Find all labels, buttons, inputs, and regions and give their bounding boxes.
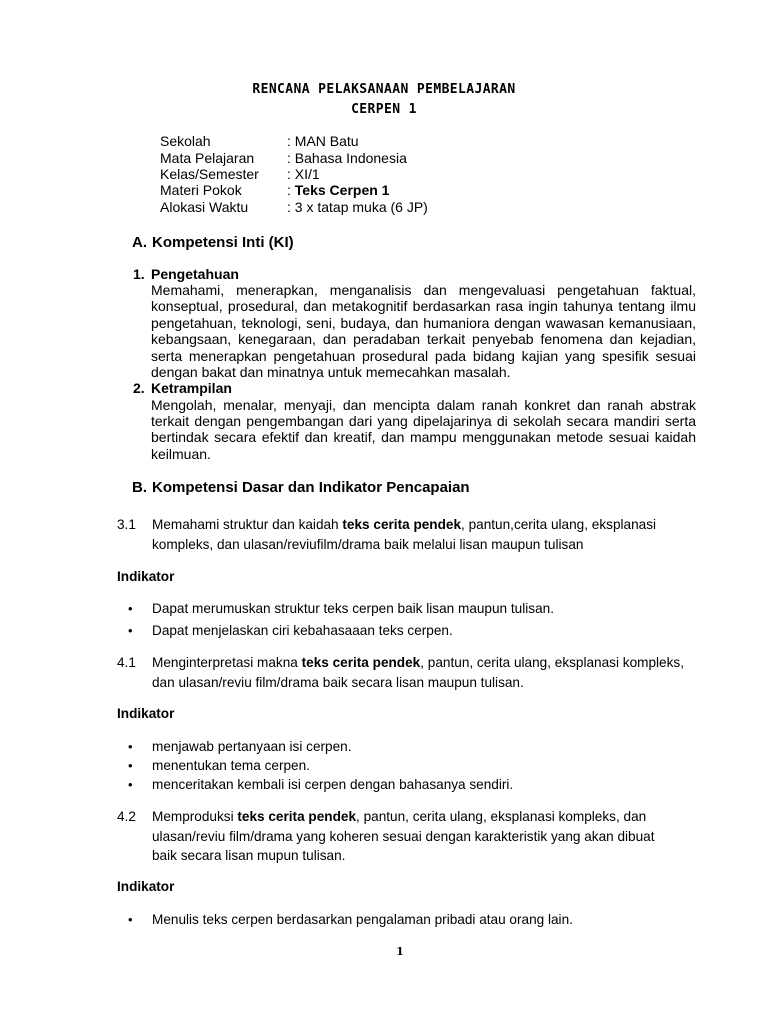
section-a-marker: A. — [132, 234, 147, 251]
indicator-item: Dapat menjelaskan ciri kebahasaaan teks cerpen. — [152, 623, 453, 638]
kd-3-1-line-1 — [152, 517, 656, 532]
ki-1-line: dengan bakat dan minatnya untuk memecahkan masalah. — [151, 364, 511, 380]
kd-4-2-line-2: ulasan/reviu film/drama yang koheren sesuai dengan karakteristik yang akan dibuat — [152, 829, 655, 844]
identity-colon: : — [287, 182, 295, 198]
kd-4-2-pre: Memproduksi — [152, 809, 238, 824]
identity-value-time: : 3 x tatap muka (6 JP) — [287, 199, 428, 215]
bullet-icon: • — [128, 758, 133, 773]
bullet-icon: • — [128, 601, 133, 616]
indicator-item: menjawab pertanyaan isi cerpen. — [152, 739, 352, 754]
indicator-label: Indikator — [117, 879, 175, 894]
identity-label-class: Kelas/Semester — [160, 166, 259, 182]
indicator-label: Indikator — [117, 706, 175, 721]
indicator-item: menentukan tema cerpen. — [152, 758, 310, 773]
bullet-icon: • — [128, 739, 133, 754]
identity-label-school: Sekolah — [160, 133, 211, 149]
kd-3-1-post: , pantun,cerita ulang, eksplanasi — [461, 517, 657, 532]
ki-2-number: 2. — [133, 380, 145, 396]
kd-3-1-number: 3.1 — [117, 517, 136, 532]
bullet-icon: • — [128, 623, 133, 638]
kd-4-1-number: 4.1 — [117, 655, 136, 670]
kd-4-2-post: , pantun, cerita ulang, eksplanasi kompleks, dan — [356, 809, 647, 824]
indicator-label: Indikator — [117, 569, 175, 584]
kd-4-1-bold: teks cerita pendek — [301, 655, 421, 670]
identity-label-time: Alokasi Waktu — [160, 199, 249, 215]
kd-4-2-bold: teks cerita pendek — [237, 809, 357, 824]
ki-1-line: serta menerapkan pengetahuan prosedural pada bidang kajian yang spesifik sesuai — [151, 348, 696, 364]
ki-2-line: terkait dengan pengembangan dari yang dipelajarinya di sekolah secara mandiri serta — [151, 413, 696, 429]
indicator-item: Menulis teks cerpen berdasarkan pengalaman pribadi atau orang lain. — [152, 912, 573, 927]
identity-value-school: : MAN Batu — [287, 133, 359, 149]
document-subtitle: CERPEN 1 — [351, 102, 417, 117]
page-number: 1 — [396, 945, 404, 958]
kd-3-1-pre: Memahami struktur dan kaidah — [152, 517, 343, 532]
ki-2-line: keilmuan. — [151, 446, 211, 462]
section-b-marker: B. — [132, 479, 147, 496]
section-b-title: Kompetensi Dasar dan Indikator Pencapaian — [152, 479, 470, 496]
kd-3-1-bold: teks cerita pendek — [342, 517, 462, 532]
identity-value-topic — [287, 182, 389, 198]
identity-topic-bold: Teks Cerpen 1 — [294, 182, 390, 198]
identity-value-class: : XI/1 — [287, 166, 320, 182]
ki-1-number: 1. — [133, 266, 145, 282]
ki-1-line: pengetahuan, teknologi, seni, budaya, dan humaniora dengan wawasan kemanusiaan, — [151, 315, 696, 331]
identity-label-subject: Mata Pelajaran — [160, 150, 255, 166]
ki-2-line: Mengolah, menalar, menyaji, dan mencipta dalam ranah konkret dan ranah abstrak — [151, 397, 696, 413]
kd-4-1-pre: Menginterpretasi makna — [152, 655, 302, 670]
kd-4-2-line-1 — [152, 809, 646, 824]
bullet-icon: • — [128, 777, 133, 792]
indicator-item: Dapat merumuskan struktur teks cerpen baik lisan maupun tulisan. — [152, 601, 554, 616]
kd-3-1-line-2: kompleks, dan ulasan/reviufilm/drama baik melalui lisan maupun tulisan — [152, 537, 584, 552]
document-title: RENCANA PELAKSANAAN PEMBELAJARAN — [252, 82, 516, 97]
kd-4-1-line-1 — [152, 655, 684, 670]
ki-1-line: konseptual, prosedural, dan metakognitif berdasarkan rasa ingin tahunya tentang ilmu — [151, 298, 696, 314]
kd-4-2-number: 4.2 — [117, 809, 136, 824]
bullet-icon: • — [128, 912, 133, 927]
ki-2-line: bertindak secara efektif dan kreatif, dan mampu menggunakan metode sesuai kaidah — [151, 429, 696, 445]
indicator-item: menceritakan kembali isi cerpen dengan bahasanya sendiri. — [152, 777, 514, 792]
kd-4-2-line-3: baik secara lisan mupun tulisan. — [152, 848, 346, 863]
identity-label-topic: Materi Pokok — [160, 182, 242, 198]
ki-2-heading: Ketrampilan — [151, 380, 232, 396]
ki-1-line: kebangsaan, kenegaraan, dan peradaban terkait penyebab fenomena dan kejadian, — [151, 331, 696, 347]
section-a-title: Kompetensi Inti (KI) — [152, 234, 294, 251]
identity-value-subject: : Bahasa Indonesia — [287, 150, 407, 166]
ki-1-line: Memahami, menerapkan, menganalisis dan mengevaluasi pengetahuan faktual, — [151, 282, 696, 298]
kd-4-1-line-2: dan ulasan/reviu film/drama baik secara lisan maupun tulisan. — [152, 675, 524, 690]
kd-4-1-post: , pantun, cerita ulang, eksplanasi kompleks, — [420, 655, 684, 670]
ki-1-heading: Pengetahuan — [151, 266, 239, 282]
